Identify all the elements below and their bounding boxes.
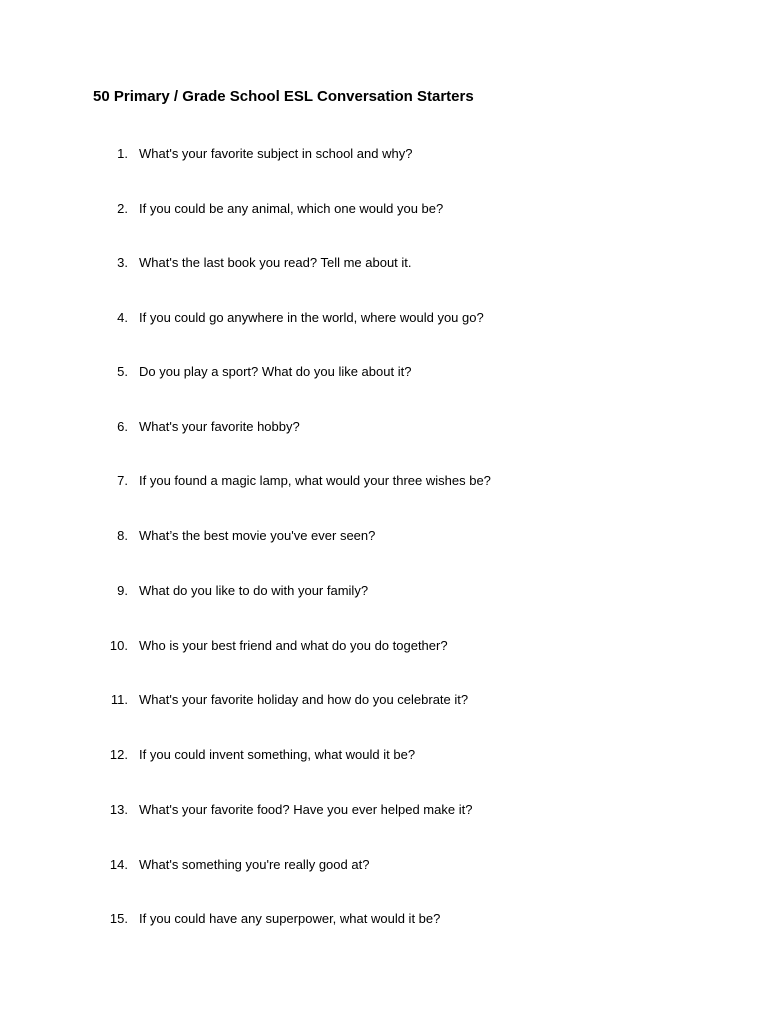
list-item: [0, 692, 768, 712]
list-item: [0, 802, 768, 822]
item-text: What's your favorite hobby?: [139, 419, 300, 434]
item-number: 3.: [117, 255, 128, 270]
list-item: [0, 473, 768, 493]
item-text: What's your favorite food? Have you ever helped make it?: [139, 802, 473, 817]
item-number: 8.: [117, 528, 128, 543]
item-text: If you found a magic lamp, what would your three wishes be?: [139, 473, 491, 488]
item-number: 5.: [117, 364, 128, 379]
list-item: [0, 857, 768, 877]
list-item: [0, 911, 768, 931]
item-text: What's the last book you read? Tell me about it.: [139, 255, 412, 270]
item-text: What's something you're really good at?: [139, 857, 370, 872]
list-item: [0, 255, 768, 275]
item-number: 7.: [117, 473, 128, 488]
item-number: 13.: [109, 802, 128, 817]
list-item: [0, 583, 768, 603]
item-number: 2.: [117, 201, 128, 216]
item-number: 9.: [117, 583, 128, 598]
list-item: [0, 747, 768, 767]
item-number: 10.: [109, 638, 128, 653]
item-text: If you could be any animal, which one would you be?: [139, 201, 444, 216]
item-text: What’s the best movie you've ever seen?: [139, 528, 376, 543]
list-item: [0, 528, 768, 548]
list-item: [0, 146, 768, 166]
item-number: 1.: [117, 146, 128, 161]
item-text: Who is your best friend and what do you do together?: [139, 638, 448, 653]
item-text: If you could go anywhere in the world, where would you go?: [139, 310, 484, 325]
item-number: 11.: [110, 692, 128, 707]
item-number: 4.: [117, 310, 128, 325]
item-number: 6.: [117, 419, 128, 434]
item-text: If you could invent something, what would it be?: [139, 747, 416, 762]
item-text: What's your favorite holiday and how do you celebrate it?: [139, 692, 469, 707]
page-title: 50 Primary / Grade School ESL Conversation Starters: [93, 88, 474, 105]
item-text: If you could have any superpower, what would it be?: [139, 911, 441, 926]
list-item: [0, 638, 768, 658]
list-item: [0, 419, 768, 439]
list-item: [0, 364, 768, 384]
item-number: 14.: [109, 857, 128, 872]
list-item: [0, 201, 768, 221]
item-text: Do you play a sport? What do you like about it?: [139, 364, 412, 379]
list-item: [0, 310, 768, 330]
item-number: 12.: [109, 747, 128, 762]
item-number: 15.: [109, 911, 128, 926]
item-text: What do you like to do with your family?: [139, 583, 369, 598]
item-text: What's your favorite subject in school and why?: [139, 146, 413, 161]
